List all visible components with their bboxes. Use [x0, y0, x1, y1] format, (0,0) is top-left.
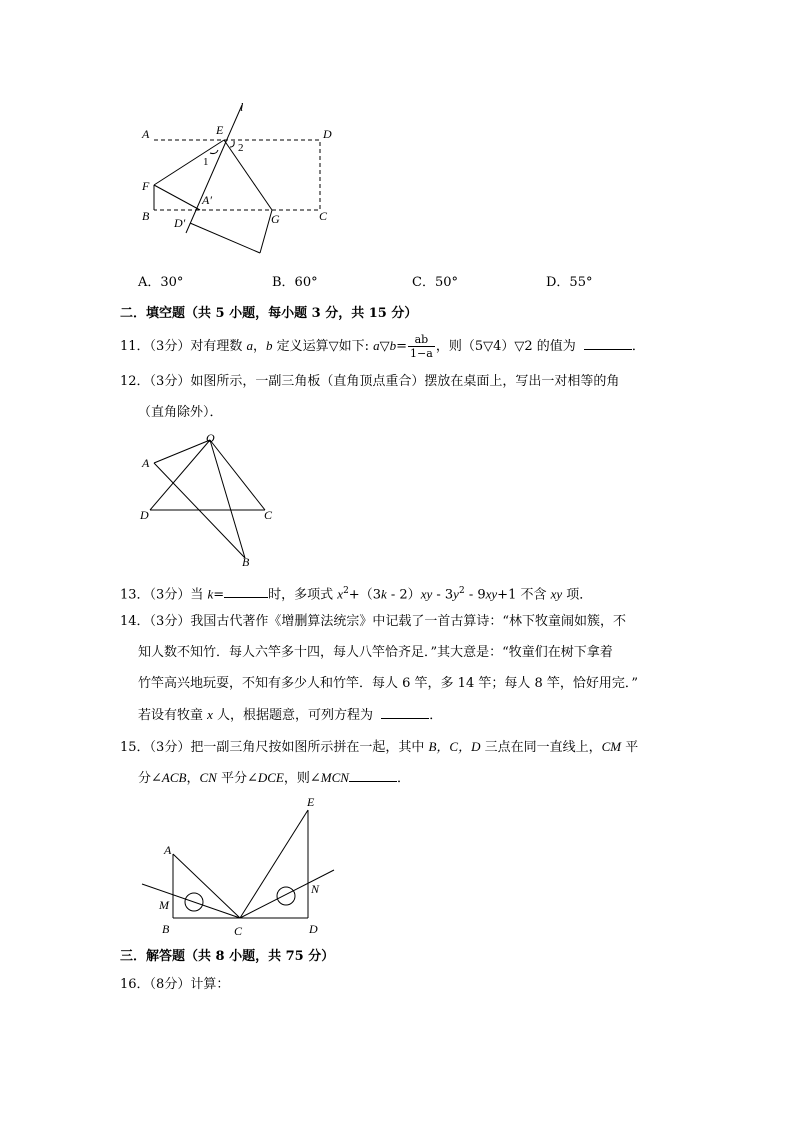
answer-blank-11: [584, 337, 632, 350]
question-13: 13．（3分）当 k= 时，多项式 $x^2+(3k - 2)xy - 3y^2 - 9xy+1$ 不含 xy 项．: [120, 586, 593, 603]
label-M: M: [159, 898, 169, 912]
label-Dp: D′: [174, 216, 186, 230]
section-title-fill: 二．填空题（共 5 小题，每小题 3 分，共 15 分）: [120, 306, 418, 321]
option-d: D．55°: [546, 275, 593, 290]
label-O: O: [206, 431, 215, 445]
seg-DpP: [190, 223, 260, 253]
option-a: A．30°: [138, 275, 184, 290]
figure-q15: [130, 792, 350, 942]
label-N: N: [311, 882, 320, 896]
question-14-line2: 知人数不知竹．每人六竿多十四，每人八竿恰齐足．”其大意是：“牧童们在树下拿着: [138, 645, 613, 660]
figure-q10: [120, 95, 350, 265]
option-b: B．60°: [272, 275, 318, 290]
line-l: [186, 105, 242, 233]
section-title-solve: 三．解答题（共 8 小题，共 75 分）: [120, 949, 335, 964]
label-E: E: [216, 123, 224, 137]
label-B: B: [242, 555, 250, 569]
seg-EF: [154, 140, 224, 185]
rect-dashed: [154, 140, 320, 210]
angle-mark-1: [210, 150, 218, 154]
question-14-line3: 竹竿高兴地玩耍，不知有多少人和竹竿．每人 6 竿，多 14 竿；每人 8 竿，恰好用完．”: [138, 676, 639, 691]
label-C: C: [234, 924, 243, 938]
label-E: E: [307, 795, 315, 809]
question-14-line4: 若设有牧童 x 人，根据题意，可列方程为 ．: [138, 707, 443, 723]
answer-blank-13: [224, 585, 268, 598]
seg-FA: [154, 185, 200, 210]
figure-q12: [130, 430, 290, 575]
label-C: C: [319, 209, 328, 223]
question-14-line1: 14．（3分）我国古代著作《增删算法统宗》中记载了一首古算诗：“林下牧童闹如簇，不: [120, 614, 626, 629]
question-15-line2: 分∠ACB，CN 平分∠DCE，则∠MCN ．: [138, 770, 410, 786]
question-11: 11．（3分）对有理数 a，b 定义运算▽如下: a▽b= $\frac{ab}{1-a}$ ，则（5▽4）▽2 的值为 ．: [120, 333, 645, 360]
label-B: B: [142, 209, 150, 223]
label-C: C: [264, 508, 273, 522]
question-15-line1: 15．（3分）把一副三角尺按如图所示拼在一起，其中 B，C，D 三点在同一直线上，CM 平: [120, 739, 639, 755]
question-12-line2: （直角除外）．: [138, 405, 223, 420]
label-A: A: [164, 843, 172, 857]
label-D: D: [140, 508, 149, 522]
label-A: A: [142, 456, 150, 470]
label-B: B: [162, 922, 170, 936]
label-F: F: [142, 179, 150, 193]
answer-blank-14: [381, 706, 429, 719]
label-D: D: [309, 922, 318, 936]
label-G: G: [271, 212, 280, 226]
label-2: 2: [238, 142, 244, 154]
angle-mark-2: [230, 141, 234, 147]
label-l: l: [240, 100, 244, 114]
answer-blank-15: [349, 769, 397, 782]
label-1: 1: [203, 156, 209, 168]
option-c: C．50°: [412, 275, 458, 290]
seg-EG: [224, 140, 272, 210]
fraction: $\frac{ab}{1-a}$: [410, 333, 433, 360]
label-A: A: [142, 127, 150, 141]
question-12-line1: 12．（3分）如图所示，一副三角板（直角顶点重合）摆放在桌面上，写出一对相等的角: [120, 374, 620, 389]
label-D: D: [323, 127, 332, 141]
label-Ap: A′: [202, 193, 212, 207]
question-16: 16．（8分）计算：: [120, 977, 230, 992]
